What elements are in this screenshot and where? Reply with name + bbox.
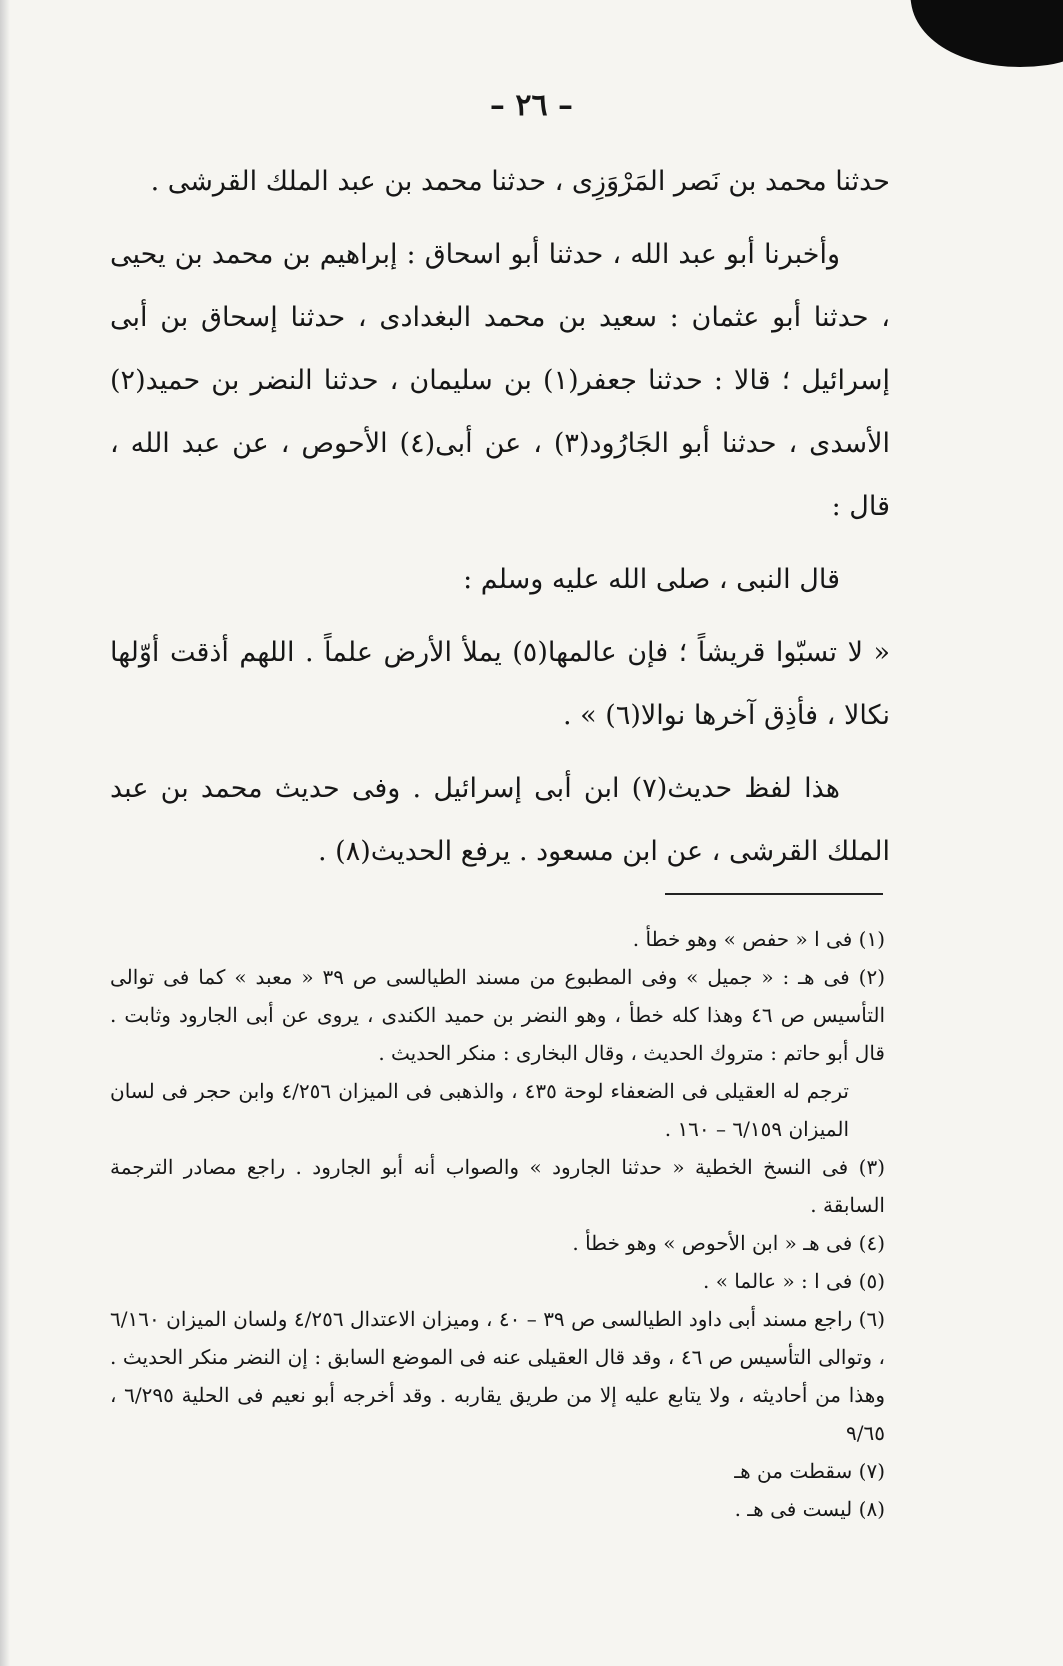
corner-ink-blot xyxy=(906,0,1063,83)
footnote-8: (٨) ليست فى هـ . xyxy=(734,1497,885,1521)
footnote-7: (٧) سقطت من هـ xyxy=(734,1459,885,1483)
footnotes xyxy=(110,920,885,1528)
paragraph-isnad-2: وأخبرنا أبو عبد الله ، حدثنا أبو اسحاق : إبراهيم بن محمد بن يحيى ، حدثنا أبو عثمان : سعيد بن محمد البغدادى ، حدثنا إسحاق بن أبى إسرائيل ؛ قالا : حدثنا جعفر(١) بن سليمان ، حدثنا النضر بن حميد(٢) الأسدى ، حدثنا أبو الجَارُود(٣) ، عن أبى(٤) الأحوص ، عن عبد الله ، قال : xyxy=(110,239,891,522)
paragraph-prophet-said: قال النبى ، صلى الله عليه وسلم : xyxy=(463,564,840,595)
footnote-separator xyxy=(665,893,883,895)
footnote-5: (٥) فى ا : « عالما » . xyxy=(703,1269,885,1293)
footnote-2: (٢) فى هـ : « جميل » وفى المطبوع من مسند الطيالسى ص ٣٩ « معبد » كما فى توالى التأسيس ص ٤٦ وهذا كله خطأ ، وهو النضر بن حميد الكندى ، يروى عن أبى الجارود وثابت . قال أبو حاتم : متروك الحديث ، وقال البخارى : منكر الحديث . xyxy=(110,965,886,1065)
paragraph-hadith-text: « لا تسبّوا قريشاً ؛ فإن عالمها(٥) يملأ الأرض علماً . اللهم أذقت أوّلها نكالا ، فأذِق آخرها نوالا(٦) » . xyxy=(110,637,890,731)
paragraph-isnad-1: حدثنا محمد بن نَصر المَرْوَزِى ، حدثنا محمد بن عبد الملك القرشى . xyxy=(150,166,890,197)
footnote-4: (٤) فى هـ « ابن الأحوص » وهو خطأ . xyxy=(572,1231,885,1255)
footnote-3: (٣) فى النسخ الخطية « حدثنا الجارود » والصواب أنه أبو الجارود . راجع مصادر الترجمة السابقة . xyxy=(110,1155,885,1217)
page-edge-shadow xyxy=(0,0,10,1666)
footnote-2-continued: ترجم له العقيلى فى الضعفاء لوحة ٤٣٥ ، والذهبى فى الميزان ٤/٢٥٦ وابن حجر فى لسان الميزان ٦/١٥٩ – ١٦٠ . xyxy=(110,1079,849,1141)
footnote-1: (١) فى ا « حفص » وهو خطأ . xyxy=(632,927,885,951)
page-number: – ٢٦ – xyxy=(489,88,574,123)
main-text xyxy=(110,150,890,893)
footnote-6: (٦) راجع مسند أبى داود الطيالسى ص ٣٩ – ٤٠ ، وميزان الاعتدال ٤/٢٥٦ ولسان الميزان ٦/١٦٠ ، وتوالى التأسيس ص ٤٦ ، وقد قال العقيلى عنه فى الموضع السابق : إن النضر منكر الحديث . وهذا من أحاديثه ، ولا يتابع عليه إلا من طريق يقاربه . وقد أخرجه أبو نعيم فى الحلية ٦/٢٩٥ ، ٩/٦٥ xyxy=(110,1307,886,1445)
paragraph-note: هذا لفظ حديث(٧) ابن أبى إسرائيل . وفى حديث محمد بن عبد الملك القرشى ، عن ابن مسعود . يرفع الحديث(٨) . xyxy=(110,773,890,867)
